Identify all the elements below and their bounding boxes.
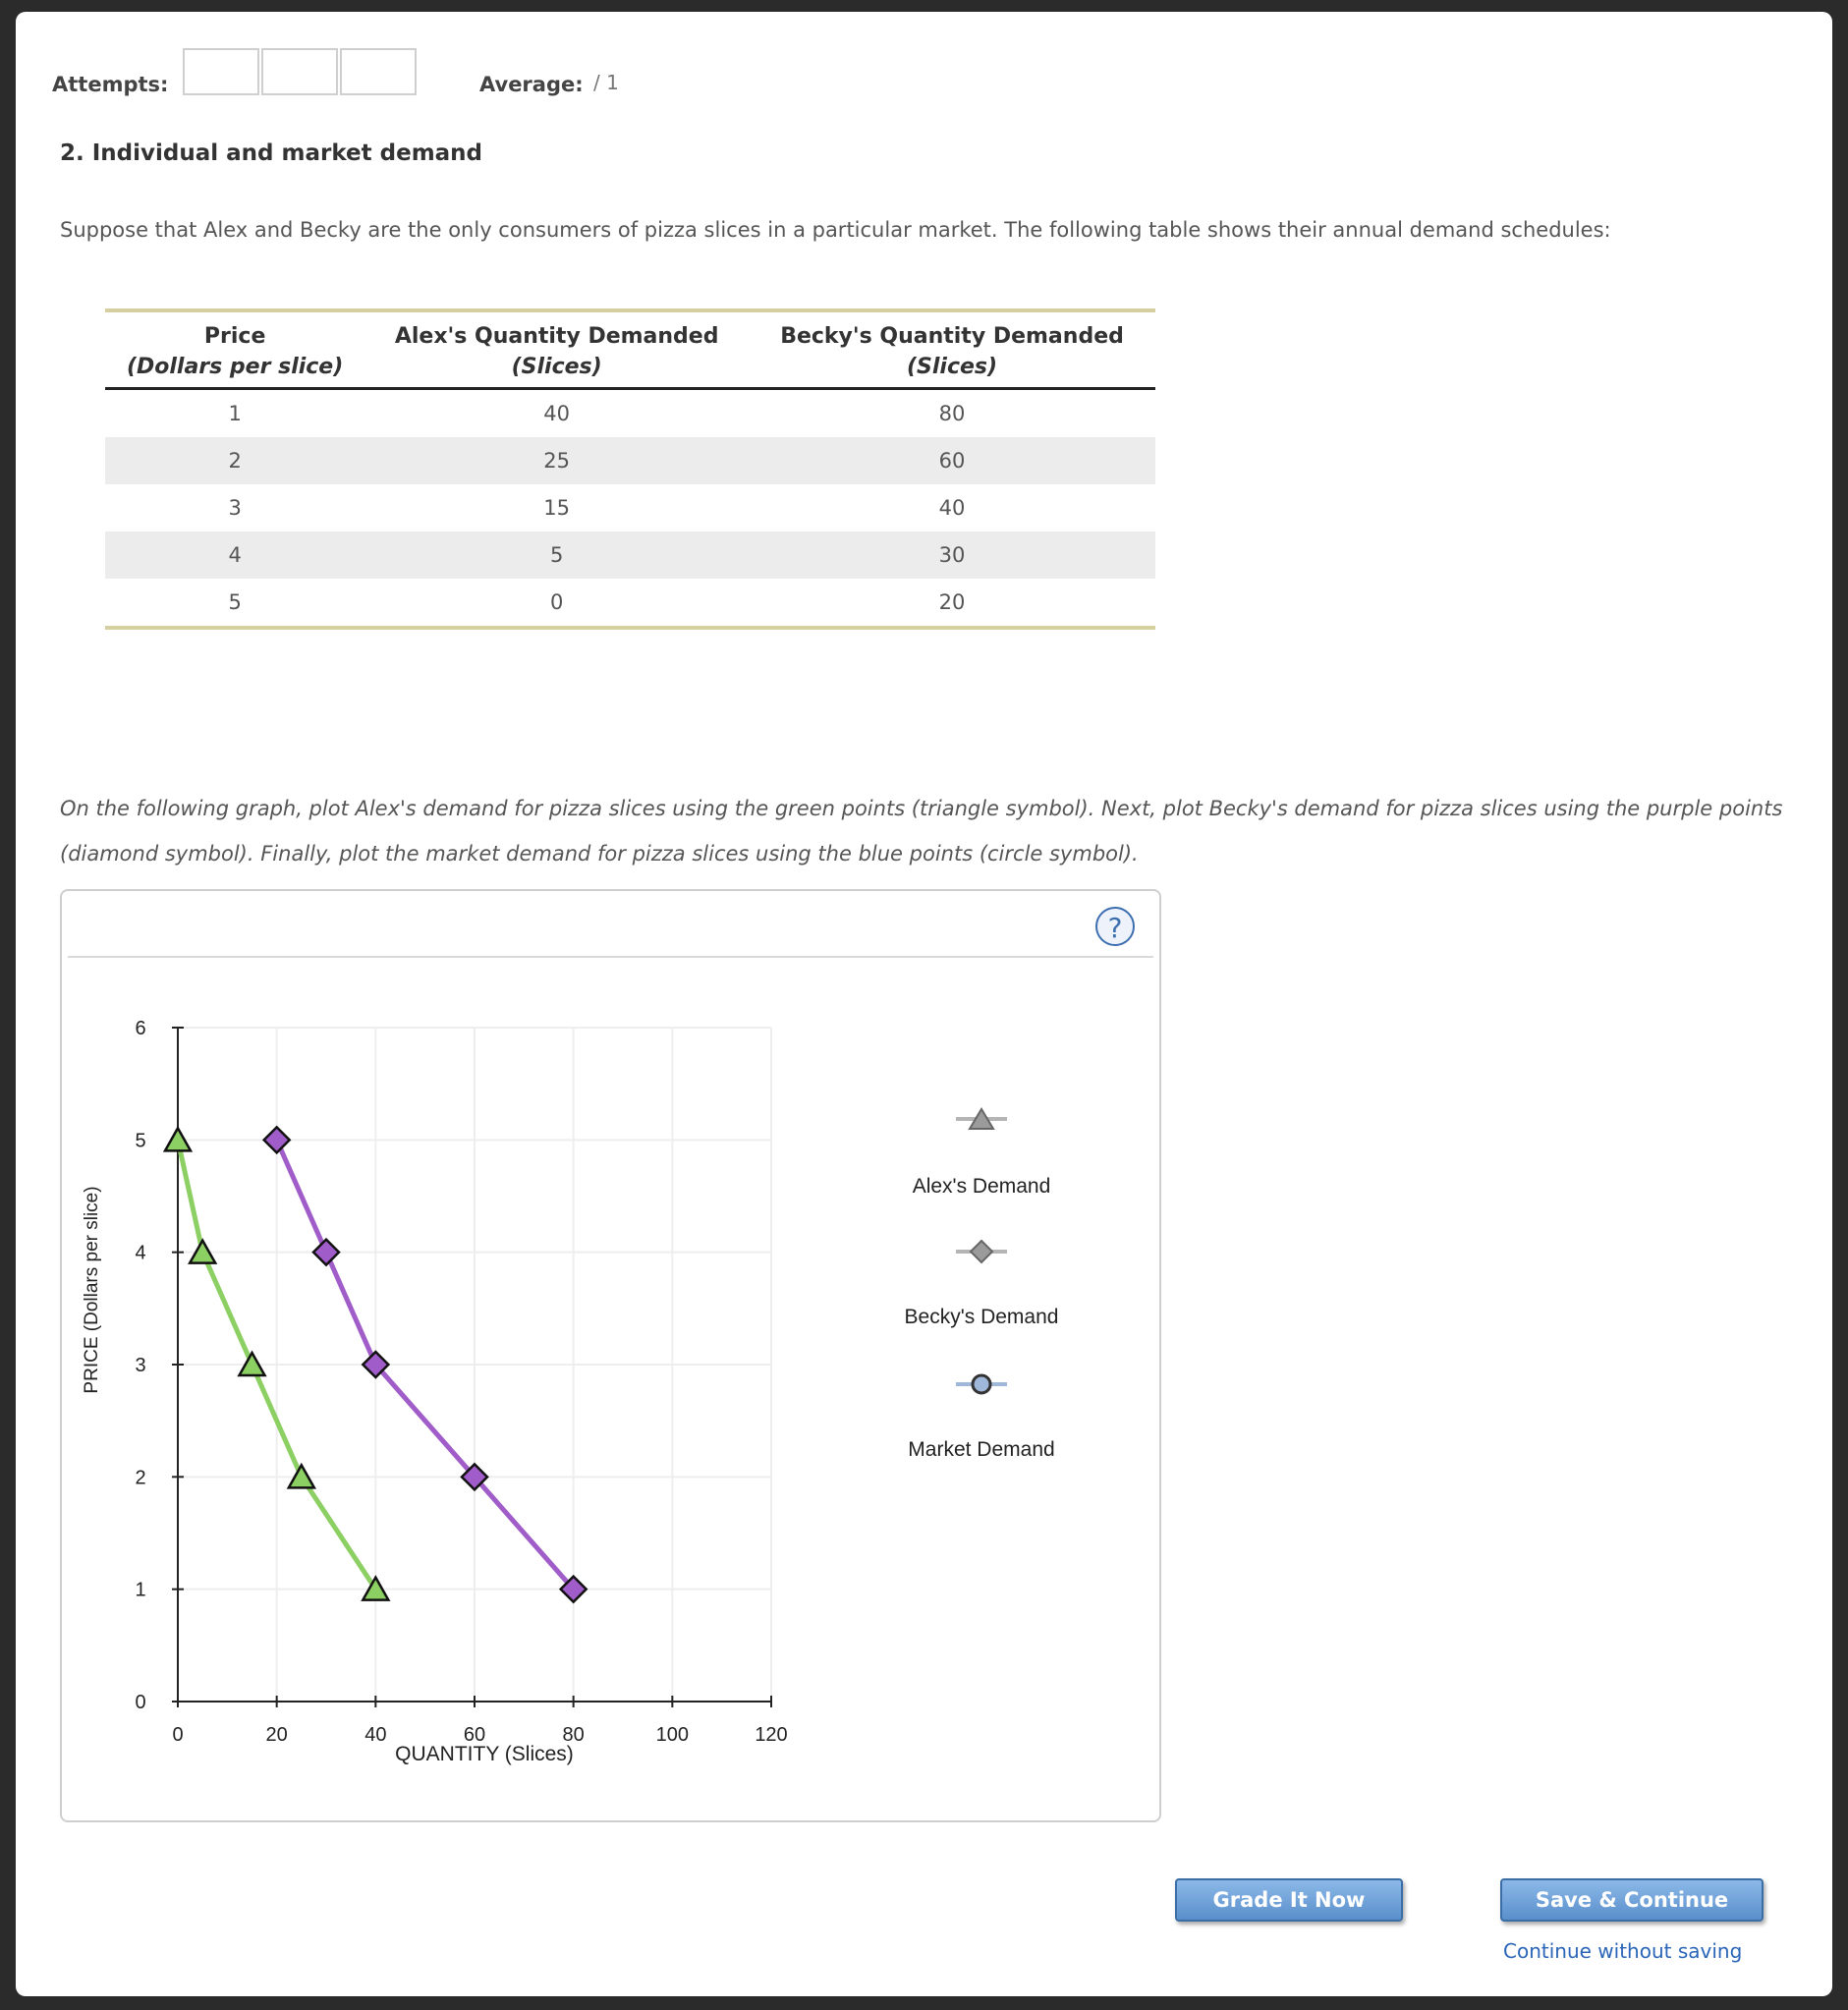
demand-graph[interactable] [62, 891, 1159, 1820]
legend-item-market[interactable] [908, 1375, 1054, 1461]
column-header-becky [749, 312, 1155, 389]
x-tick-label: 120 [755, 1724, 788, 1746]
diamond-point [264, 1127, 290, 1152]
y-tick-label: 1 [135, 1579, 146, 1601]
table-row [105, 579, 1155, 628]
header-main: Alex's Quantity Demanded [394, 324, 719, 349]
diamond-point [313, 1240, 339, 1265]
y-tick-label: 0 [135, 1692, 146, 1713]
legend [905, 1109, 1059, 1461]
legend-label-market: Market Demand [908, 1438, 1055, 1461]
legend-item-alex[interactable] [913, 1109, 1051, 1198]
legend-label-becky: Becky's Demand [904, 1306, 1059, 1328]
problem-page [16, 12, 1832, 1996]
x-tick-label: 80 [562, 1724, 585, 1746]
header-sub: (Dollars per slice) [126, 355, 344, 379]
column-header-price [105, 312, 364, 389]
graph-panel [60, 889, 1161, 1822]
y-tick-label: 5 [135, 1130, 146, 1152]
continue-without-saving-link[interactable]: Continue without saving [1503, 1939, 1743, 1963]
x-tick-label: 100 [655, 1724, 690, 1746]
y-tick-label: 3 [135, 1355, 146, 1376]
x-tick-label: 60 [463, 1724, 486, 1746]
price-cell: 4 [228, 543, 242, 567]
attempt-box [340, 48, 417, 95]
table-row [105, 484, 1155, 531]
question-intro: Suppose that Alex and Becky are the only consumers of pizza slices in a particular market. The following table shows their annual demand schedules: [60, 218, 1611, 242]
alex-qty-cell: 5 [549, 543, 564, 567]
x-tick-label: 20 [265, 1724, 288, 1746]
price-cell: 1 [228, 402, 242, 425]
attempt-box [261, 48, 338, 95]
header-sub: (Slices) [906, 355, 998, 379]
average-value: / 1 [593, 71, 619, 94]
becky-qty-cell: 30 [938, 543, 966, 567]
help-icon[interactable]: ? [1095, 907, 1135, 946]
column-header-alex [364, 312, 749, 389]
alex-qty-cell: 25 [543, 449, 571, 473]
header-main: Becky's Quantity Demanded [780, 324, 1124, 349]
table-row [105, 437, 1155, 484]
table-row [105, 389, 1155, 438]
attempts-label: Attempts: [52, 73, 169, 96]
attempt-boxes [183, 48, 419, 95]
question-title: 2. Individual and market demand [60, 140, 483, 166]
x-tick-label: 40 [364, 1724, 387, 1746]
becky-qty-cell: 40 [938, 496, 966, 520]
alex-qty-cell: 15 [543, 496, 571, 520]
header-main: Price [203, 324, 266, 349]
becky-qty-cell: 20 [938, 590, 966, 614]
chart-grid [178, 1028, 771, 1702]
price-cell: 5 [228, 590, 242, 614]
alex-qty-cell: 40 [543, 402, 571, 425]
header-sub: (Slices) [511, 355, 602, 379]
graph-instructions: On the following graph, plot Alex's demand for pizza slices using the green points (triangle symbol). Next, plot Becky's demand for pizza slices using the purple points (diamond symbol). Finally, plot the market demand for pizza slices using the blue points (circle symbol). [60, 797, 1783, 865]
circle-icon[interactable] [973, 1375, 990, 1393]
y-axis-label: PRICE (Dollars per slice) [82, 1186, 102, 1394]
legend-label-alex: Alex's Demand [912, 1175, 1051, 1198]
demand-schedule-table [105, 308, 1155, 630]
y-tick-label: 2 [135, 1467, 146, 1489]
y-tick-label: 6 [135, 1018, 146, 1039]
price-cell: 3 [228, 496, 242, 520]
attempt-box [183, 48, 259, 95]
y-tick-label: 4 [135, 1242, 146, 1264]
table-row [105, 531, 1155, 579]
chart-ticks [135, 1018, 787, 1746]
grade-it-now-button[interactable]: Grade It Now [1175, 1878, 1403, 1922]
becky-qty-cell: 80 [938, 402, 966, 425]
diamond-icon[interactable] [971, 1241, 992, 1262]
alex-qty-cell: 0 [549, 590, 564, 614]
legend-item-becky[interactable] [905, 1241, 1059, 1328]
x-axis-label: QUANTITY (Slices) [395, 1743, 574, 1765]
average-label: Average: [479, 73, 584, 96]
save-continue-button[interactable]: Save & Continue [1500, 1878, 1764, 1922]
price-cell: 2 [228, 449, 242, 473]
demand-table-wrap [105, 308, 1155, 630]
x-tick-label: 0 [172, 1724, 184, 1746]
becky-qty-cell: 60 [938, 449, 966, 473]
